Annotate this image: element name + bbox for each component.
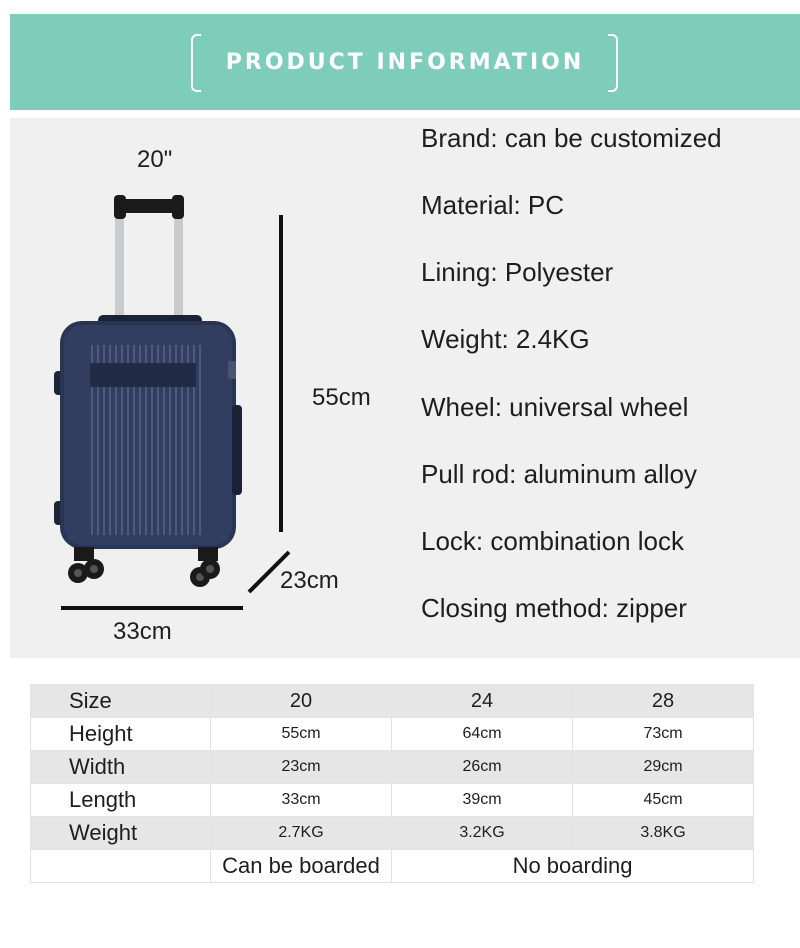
table-row-label: Weight (31, 817, 211, 850)
table-cell: 26cm (392, 751, 573, 784)
table-header-row (31, 685, 754, 718)
table-cell: 28 (573, 685, 754, 718)
table-cell: 23cm (211, 751, 392, 784)
table-row (31, 784, 754, 817)
table-cell: 39cm (392, 784, 573, 817)
table-row (31, 718, 754, 751)
table-cell: 33cm (211, 784, 392, 817)
size-table (30, 684, 754, 883)
table-cell: 55cm (211, 718, 392, 751)
spec-brand: Brand: can be customized (421, 123, 722, 153)
table-row (31, 817, 754, 850)
table-row (31, 751, 754, 784)
table-row-label: Length (31, 784, 211, 817)
table-cell: 45cm (573, 784, 754, 817)
size-label: 20" (137, 146, 173, 173)
table-row-label: Width (31, 751, 211, 784)
table-cell: 73cm (573, 718, 754, 751)
section-title: PRODUCT INFORMATION (225, 50, 585, 75)
spec-pull-rod: Pull rod: aluminum alloy (421, 459, 698, 489)
width-label: 33cm (113, 618, 172, 645)
table-cell-empty (31, 850, 211, 883)
table-cell: 64cm (392, 718, 573, 751)
table-cell: 3.8KG (573, 817, 754, 850)
no-boarding-cell: No boarding (392, 850, 754, 883)
table-row-label: Height (31, 718, 211, 751)
spec-lining: Lining: Polyester (421, 257, 614, 287)
depth-label: 23cm (280, 567, 339, 594)
height-label: 55cm (312, 384, 371, 411)
table-cell: 20 (211, 685, 392, 718)
boarding-row (31, 850, 754, 883)
table-cell: 2.7KG (211, 817, 392, 850)
spec-lock: Lock: combination lock (421, 526, 685, 556)
table-cell: 3.2KG (392, 817, 573, 850)
boarding-allowed-cell: Can be boarded (211, 850, 392, 883)
spec-wheel: Wheel: universal wheel (421, 392, 689, 422)
suitcase-image (40, 185, 260, 605)
table-cell: 24 (392, 685, 573, 718)
spec-weight: Weight: 2.4KG (421, 324, 590, 354)
table-cell: 29cm (573, 751, 754, 784)
spec-closing-method: Closing method: zipper (421, 593, 687, 623)
table-row-label: Size (31, 685, 211, 718)
spec-material: Material: PC (421, 190, 565, 220)
